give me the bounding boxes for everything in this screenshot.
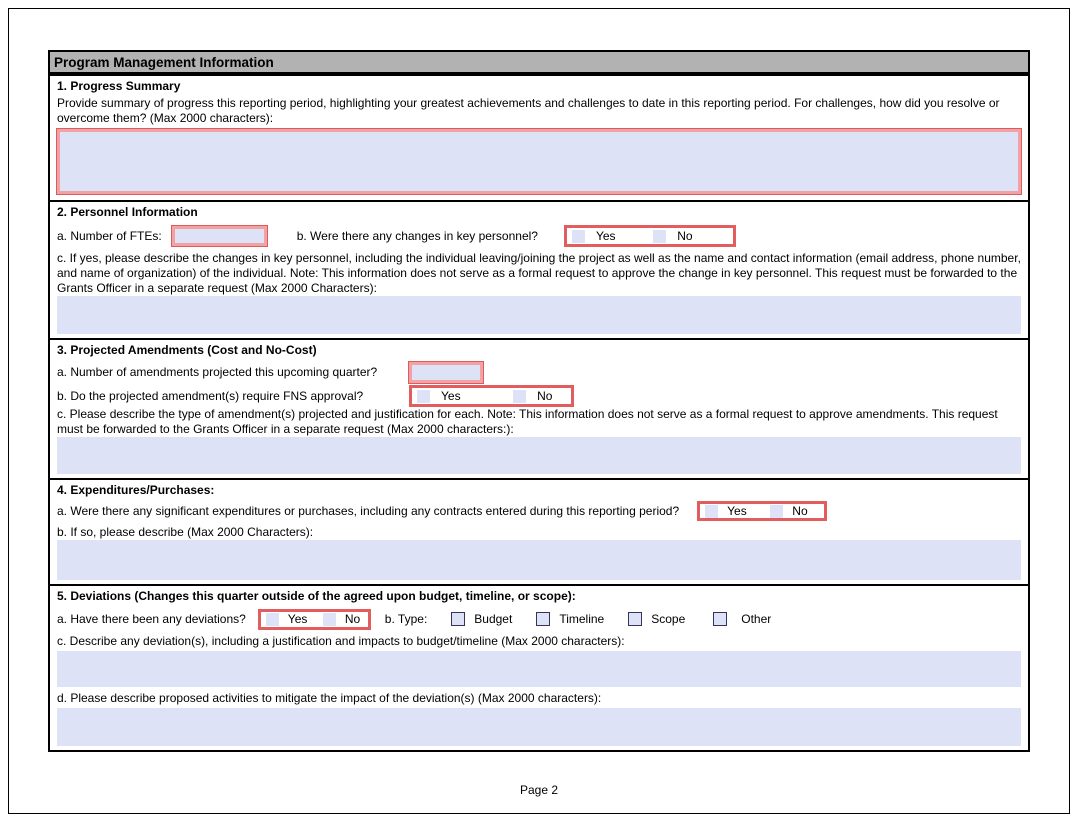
section-deviations — [50, 584, 1028, 750]
key-personnel-instructions: c. If yes, please describe the changes in key personnel, including the individual leaving/joining the project as well as the name and contact information (email address, phone number, and name of organization) of the individual. Note: This information does not serve as a formal request to approve the change in key personnel. This request must be forwarded to the Grants Officer in a separate request (Max 2000 Characters): — [57, 251, 1021, 295]
amendments-count-input[interactable] — [409, 362, 483, 383]
expenditures-no-checkbox[interactable] — [770, 505, 783, 518]
section-title: 4. Expenditures/Purchases: — [57, 483, 215, 497]
mitigation-label: d. Please describe proposed activities to mitigate the impact of the deviation(s) (Max 2000 characters): — [57, 690, 602, 705]
no-label: No — [677, 228, 693, 243]
type-scope-checkbox[interactable] — [628, 612, 642, 626]
fns-approval-no-checkbox[interactable] — [513, 390, 526, 403]
type-scope-label: Scope — [651, 611, 686, 626]
type-timeline-label: Timeline — [559, 611, 605, 626]
yes-label: Yes — [441, 388, 461, 403]
yes-label: Yes — [727, 503, 747, 518]
key-personnel-question-label: b. Were there any changes in key personnel? — [296, 228, 538, 243]
section-progress-summary — [50, 74, 1028, 200]
section-title: 3. Projected Amendments (Cost and No-Cost) — [57, 343, 317, 357]
key-personnel-yes-checkbox[interactable] — [572, 230, 585, 243]
amendments-count-label: a. Number of amendments projected this upcoming quarter? — [57, 365, 378, 379]
ftes-label: a. Number of FTEs: — [57, 228, 162, 243]
deviations-describe-label: c. Describe any deviation(s), including a justification and impacts to budget/timeline (Max 2000 characters): — [57, 633, 625, 648]
progress-summary-textarea[interactable] — [57, 129, 1021, 194]
ftes-input[interactable] — [172, 226, 267, 246]
fns-approval-yes-no-group — [409, 385, 574, 407]
expenditures-yes-no-group — [697, 501, 827, 521]
no-label: No — [537, 388, 553, 403]
expenditures-description-textarea[interactable] — [57, 540, 1021, 580]
key-personnel-yes-no-group — [564, 225, 736, 247]
yes-label: Yes — [595, 228, 616, 243]
form-section-header: Program Management Information — [50, 52, 1028, 74]
deviations-yes-no-group — [258, 609, 371, 630]
type-budget-checkbox[interactable] — [451, 612, 465, 626]
section-title: 5. Deviations (Changes this quarter outside of the agreed upon budget, timeline, or scope): — [57, 589, 576, 603]
amendments-instructions: c. Please describe the type of amendment(s) projected and justification for each. Note: This information does not serve as a formal request to approve amendments. This request must be forwarded to the Grants Officer in a separate request (Max 2000 characters:): — [57, 407, 998, 436]
section-title: 2. Personnel Information — [57, 205, 198, 219]
progress-summary-instructions: Provide summary of progress this reporting period, highlighting your greatest achievements and challenges to date in this reporting period. For challenges, how did you resolve or overcome them? (Max 2000 characters): — [57, 96, 1000, 125]
section-projected-amendments — [50, 338, 1028, 478]
deviations-yes-checkbox[interactable] — [266, 613, 279, 626]
program-management-form — [48, 50, 1030, 752]
amendments-description-textarea[interactable] — [57, 437, 1021, 474]
section-personnel-information — [50, 200, 1028, 338]
deviations-no-checkbox[interactable] — [323, 613, 336, 626]
type-timeline-checkbox[interactable] — [536, 612, 550, 626]
key-personnel-no-checkbox[interactable] — [653, 230, 666, 243]
expenditures-question-label: a. Were there any significant expenditures or purchases, including any contracts entered during this reporting period? — [57, 503, 680, 518]
no-label: No — [792, 503, 808, 518]
personnel-changes-textarea[interactable] — [57, 296, 1021, 334]
expenditures-describe-label: b. If so, please describe (Max 2000 Characters): — [57, 525, 314, 539]
mitigation-textarea[interactable] — [57, 708, 1021, 746]
deviation-type-label: b. Type: — [384, 611, 428, 626]
yes-label: Yes — [287, 611, 308, 626]
type-budget-label: Budget — [474, 611, 513, 626]
type-other-checkbox[interactable] — [713, 612, 727, 626]
deviations-question-label: a. Have there been any deviations? — [57, 611, 246, 626]
section-expenditures-purchases — [50, 478, 1028, 584]
fns-approval-yes-checkbox[interactable] — [417, 390, 430, 403]
section-title: 1. Progress Summary — [57, 79, 181, 93]
expenditures-yes-checkbox[interactable] — [705, 505, 718, 518]
no-label: No — [344, 611, 361, 626]
type-other-label: Other — [741, 611, 772, 626]
page-number: Page 2 — [519, 783, 559, 797]
deviations-description-textarea[interactable] — [57, 651, 1021, 687]
fns-approval-question-label: b. Do the projected amendment(s) require FNS approval? — [57, 388, 364, 403]
